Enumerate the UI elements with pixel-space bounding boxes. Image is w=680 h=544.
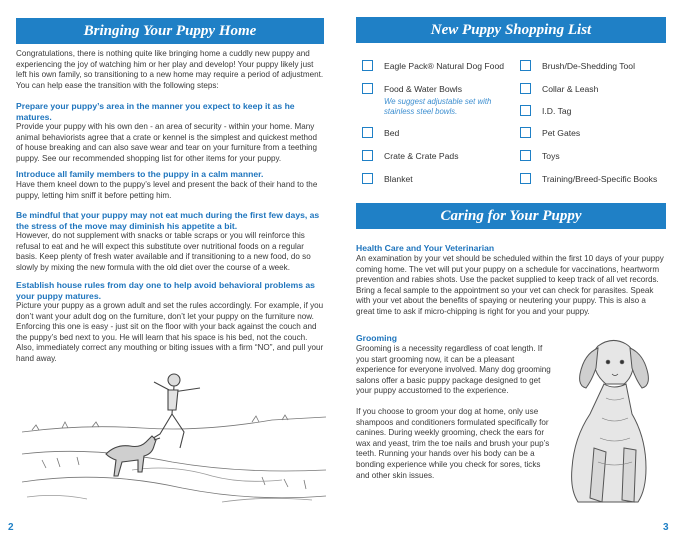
shopping-item-label: Brush/De-Shedding Tool — [542, 60, 635, 71]
right-page-number: 3 — [663, 522, 669, 533]
checkbox-collar[interactable] — [520, 83, 531, 94]
shopping-item-label: Blanket — [384, 173, 413, 184]
shopping-item-pet-gates[interactable] — [520, 127, 580, 138]
section-1-heading: Prepare your puppy’s area in the manner you expect to keep it as he matures. — [16, 101, 295, 122]
grooming-body-1: Grooming is a necessity regardless of coat length. If you start grooming now, it can be a pleasant experience for everyone involved. Many dog grooming salons offer a basic puppy package designed to get your puppy accustomed to the experience. — [356, 344, 551, 396]
shopping-item-label: Crate & Crate Pads — [384, 150, 459, 161]
shopping-item-label: I.D. Tag — [542, 105, 572, 116]
checkbox-bed[interactable] — [362, 127, 373, 138]
section-4-heading: Establish house rules from day one to help avoid behavioral problems as your puppy matures. — [16, 280, 315, 301]
grooming-heading: Grooming — [356, 333, 398, 343]
shopping-item-books[interactable] — [520, 173, 657, 184]
bowls-note: We suggest adjustable set with stainless steel bowls. — [384, 97, 492, 116]
checkbox-books[interactable] — [520, 173, 531, 184]
shopping-item-bed[interactable] — [362, 127, 399, 138]
shopping-item-label: Food & Water Bowls — [384, 83, 463, 94]
grooming-body-2: If you choose to groom your dog at home, only use shampoos and conditioners formulated specifically for canines. During weekly grooming, check the ears for wax and yeast, trim the toe nails and brush your pup’s teeth. Running your hands over his body can be a bonding experience while you check for sores, ticks and other skin issues. — [356, 407, 550, 480]
shopping-item-toys[interactable] — [520, 150, 560, 161]
shopping-item-label: Collar & Leash — [542, 83, 599, 94]
shopping-item-label: Bed — [384, 127, 400, 138]
health-body: An examination by your vet should be scheduled within the first 10 days of your puppy coming home. The vet will put your puppy on a schedule for vaccinations, heartworm prevention and rabies shots. Use the packet supplied to keep track of all vet records. Bring a fecal sample to the appointment so your vet can check for parasites. Speak with your vet about the benefits of spaying or neutering your puppy. This is also a great time to ask if micro-chipping is right for you and your puppy. — [356, 254, 664, 316]
checkbox-brush[interactable] — [520, 60, 531, 71]
shopping-item-label: Pet Gates — [542, 127, 581, 138]
checkbox-blanket[interactable] — [362, 173, 373, 184]
intro-paragraph: Congratulations, there is nothing quite like bringing home a cuddly new puppy and experiencing the joy of watching him or her play and develop! Your puppy likely just left his own family, so transitioning to a new home may require a period of adjustment. You can help ease the transition with the following steps: — [16, 49, 324, 90]
shopping-item-label: Toys — [542, 150, 560, 161]
shopping-item-id-tag[interactable] — [520, 105, 571, 116]
checkbox-bowls[interactable] — [362, 83, 373, 94]
shopping-item-bowls[interactable] — [362, 83, 462, 94]
shopping-list-title: New Puppy Shopping List — [430, 22, 592, 38]
shopping-item-blanket[interactable] — [362, 173, 413, 184]
caring-title: Caring for Your Puppy — [440, 208, 582, 224]
shopping-item-dog-food[interactable] — [362, 60, 504, 71]
checkbox-toys[interactable] — [520, 150, 531, 161]
bringing-home-banner — [16, 18, 324, 44]
shopping-item-label: Training/Breed-Specific Books — [542, 173, 658, 184]
shopping-item-crate[interactable] — [362, 150, 459, 161]
bringing-home-title: Bringing Your Puppy Home — [83, 23, 257, 39]
checkbox-crate[interactable] — [362, 150, 373, 161]
left-page-number: 2 — [8, 522, 14, 533]
section-2-heading: Introduce all family members to the puppy in a calm manner. — [16, 169, 264, 179]
boy-and-dog-sketch — [22, 362, 326, 512]
right-page — [340, 0, 680, 544]
puppy-sketch — [554, 338, 672, 510]
section-3-body: However, do not supplement with snacks or table scraps or you will reinforce this refusal to eat and he will expect this substitute over nutritional foods on a regular basis. Keep plenty of fresh water available and if transitioning to a new food, do so slowly by mixing the new formula with the old diet over the course of a week. — [16, 231, 311, 272]
section-2-body: Have them kneel down to the puppy’s level and present the back of their hand to the puppy, letting him sniff it before petting him. — [16, 180, 318, 200]
shopping-item-collar[interactable] — [520, 83, 598, 94]
section-3-heading: Be mindful that your puppy may not eat much during the first few days, as the stress of the move may diminish his appetite a bit. — [16, 210, 320, 231]
shopping-list-banner — [356, 17, 666, 43]
section-1-body: Provide your puppy with his own den - an area of security - within your home. Many animal behaviorists agree that a crate or kennel is the simplest and quickest method of house breaking and can also save wear and tear on your furniture from a teething puppy. See our recommended shopping list for other items for your puppy. — [16, 122, 318, 163]
health-heading: Health Care and Your Veterinarian — [356, 243, 495, 253]
checkbox-id-tag[interactable] — [520, 105, 531, 116]
checkbox-dog-food[interactable] — [362, 60, 373, 71]
caring-banner — [356, 203, 666, 229]
section-4-body: Picture your puppy as a grown adult and set the rules accordingly. For example, if you don’t want your adult dog on the furniture, don’t let your puppy on the furniture now. Enforcing this one is easy - just sit on the floor with your back against the couch and the puppy’s bed next to you. He will learn that his space is his bed, not the couch. Also, immediately correct any mouthing or biting issues with a firm “NO”, and pull your hand away. — [16, 301, 324, 363]
checkbox-pet-gates[interactable] — [520, 127, 531, 138]
shopping-item-brush[interactable] — [520, 60, 635, 71]
shopping-item-label: Eagle Pack® Natural Dog Food — [384, 60, 505, 71]
